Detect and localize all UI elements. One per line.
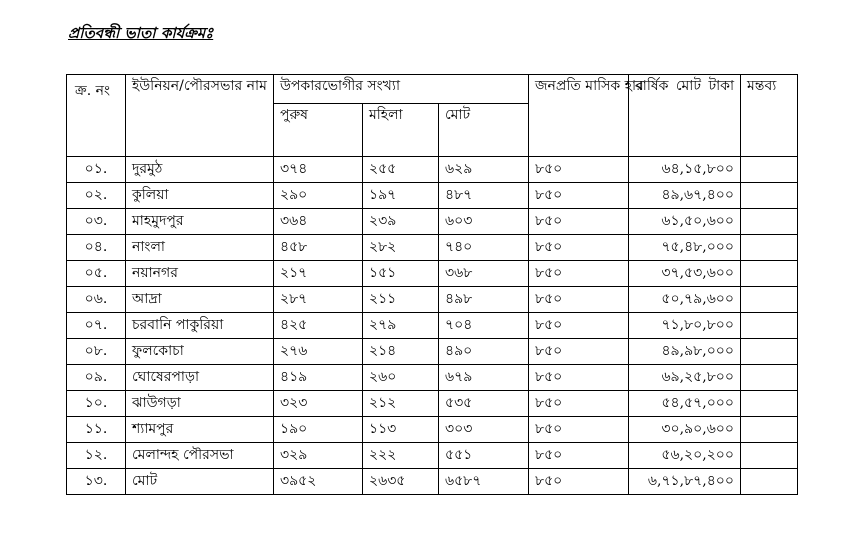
cell-female: ২১৪ — [363, 339, 439, 365]
cell-remarks — [741, 339, 798, 365]
table-body — [67, 75, 798, 495]
cell-union-name: চরবানি পাকুরিয়া — [126, 313, 274, 339]
cell-union-name: নাংলা — [126, 235, 274, 261]
table-row — [67, 365, 798, 391]
cell-serial: ০৪. — [67, 235, 126, 261]
cell-remarks — [741, 287, 798, 313]
cell-total: ৪৮৭ — [439, 183, 529, 209]
table-row — [67, 235, 798, 261]
cell-total: ৫৫১ — [439, 443, 529, 469]
cell-serial: ১১. — [67, 417, 126, 443]
cell-union-name: মোট — [126, 469, 274, 495]
cell-remarks — [741, 391, 798, 417]
cell-annual: ৩৭,৫৩,৬০০ — [629, 261, 741, 287]
cell-rate: ৮৫০ — [529, 365, 629, 391]
cell-total: ৩০৩ — [439, 417, 529, 443]
cell-female: ১৫১ — [363, 261, 439, 287]
cell-male: ৩২৯ — [274, 443, 363, 469]
cell-serial: ০৯. — [67, 365, 126, 391]
cell-rate: ৮৫০ — [529, 209, 629, 235]
allowance-table — [66, 74, 798, 495]
cell-union-name: শ্যামপুর — [126, 417, 274, 443]
cell-male: ৪২৫ — [274, 313, 363, 339]
cell-annual: ৫৪,৫৭,০০০ — [629, 391, 741, 417]
header-remarks: মন্তব্য — [741, 75, 798, 157]
cell-remarks — [741, 261, 798, 287]
cell-remarks — [741, 443, 798, 469]
cell-serial: ১২. — [67, 443, 126, 469]
cell-male: ২৯০ — [274, 183, 363, 209]
cell-female: ২৩৯ — [363, 209, 439, 235]
cell-remarks — [741, 209, 798, 235]
cell-female: ২২২ — [363, 443, 439, 469]
cell-serial: ০৭. — [67, 313, 126, 339]
cell-remarks — [741, 157, 798, 183]
header-rate: জনপ্রতি মাসিক হার — [529, 75, 629, 157]
cell-annual: ৬৯,২৫,৮০০ — [629, 365, 741, 391]
header-female: মহিলা — [363, 104, 439, 157]
cell-union-name: নয়ানগর — [126, 261, 274, 287]
cell-annual: ৫৬,২০,২০০ — [629, 443, 741, 469]
cell-union-name: ঝাউগড়া — [126, 391, 274, 417]
table-row — [67, 157, 798, 183]
cell-serial: ০১. — [67, 157, 126, 183]
cell-total: ৭০৪ — [439, 313, 529, 339]
cell-male: ২৮৭ — [274, 287, 363, 313]
cell-male: ৩৬৪ — [274, 209, 363, 235]
cell-total: ৬৭৯ — [439, 365, 529, 391]
cell-union-name: ঘোষেরপাড়া — [126, 365, 274, 391]
cell-rate: ৮৫০ — [529, 287, 629, 313]
cell-rate: ৮৫০ — [529, 443, 629, 469]
cell-female: ২৭৯ — [363, 313, 439, 339]
cell-male: ৪৫৮ — [274, 235, 363, 261]
cell-total: ৪৯৮ — [439, 287, 529, 313]
cell-serial: ০৩. — [67, 209, 126, 235]
cell-annual: ৩০,৯০,৬০০ — [629, 417, 741, 443]
page-title: প্রতিবন্ধী ভাতা কার্যক্রমঃ — [68, 24, 214, 42]
cell-rate: ৮৫০ — [529, 469, 629, 495]
cell-male: ১৯০ — [274, 417, 363, 443]
header-serial: ক্র. নং — [67, 75, 126, 157]
header-total: মোট — [439, 104, 529, 157]
cell-annual: ৬,৭১,৮৭,৪০০ — [629, 469, 741, 495]
header-annual: বার্ষিক মোট টাকা — [629, 75, 741, 157]
cell-union-name: দুরমুঠ — [126, 157, 274, 183]
header-row — [67, 75, 798, 104]
cell-male: ৪১৯ — [274, 365, 363, 391]
table-row — [67, 391, 798, 417]
cell-total: ৩৬৮ — [439, 261, 529, 287]
header-beneficiary-group: উপকারভোগীর সংখ্যা — [274, 75, 529, 104]
cell-male: ২১৭ — [274, 261, 363, 287]
cell-female: ২৬৩৫ — [363, 469, 439, 495]
cell-annual: ৭৫,৪৮,০০০ — [629, 235, 741, 261]
table-row — [67, 287, 798, 313]
cell-male: ৩৭৪ — [274, 157, 363, 183]
cell-annual: ৫০,৭৯,৬০০ — [629, 287, 741, 313]
cell-rate: ৮৫০ — [529, 261, 629, 287]
cell-union-name: কুলিয়া — [126, 183, 274, 209]
cell-annual: ৪৯,৯৮,০০০ — [629, 339, 741, 365]
cell-male: ৩২৩ — [274, 391, 363, 417]
cell-serial: ১০. — [67, 391, 126, 417]
cell-serial: ০৫. — [67, 261, 126, 287]
cell-rate: ৮৫০ — [529, 339, 629, 365]
table-row — [67, 339, 798, 365]
cell-annual: ৬১,৫০,৬০০ — [629, 209, 741, 235]
cell-rate: ৮৫০ — [529, 157, 629, 183]
cell-remarks — [741, 183, 798, 209]
cell-remarks — [741, 417, 798, 443]
cell-rate: ৮৫০ — [529, 391, 629, 417]
table-row — [67, 209, 798, 235]
table-row — [67, 313, 798, 339]
cell-female: ২৬০ — [363, 365, 439, 391]
table-row — [67, 417, 798, 443]
cell-total: ৬২৯ — [439, 157, 529, 183]
cell-union-name: ফুলকোচা — [126, 339, 274, 365]
header-male: পুরুষ — [274, 104, 363, 157]
cell-rate: ৮৫০ — [529, 183, 629, 209]
cell-annual: ৭১,৮০,৮০০ — [629, 313, 741, 339]
cell-female: ২১১ — [363, 287, 439, 313]
cell-male: ২৭৬ — [274, 339, 363, 365]
cell-female: ২৫৫ — [363, 157, 439, 183]
table-row — [67, 469, 798, 495]
cell-serial: ০২. — [67, 183, 126, 209]
cell-rate: ৮৫০ — [529, 235, 629, 261]
table-row — [67, 443, 798, 469]
cell-female: ১৯৭ — [363, 183, 439, 209]
table-row — [67, 183, 798, 209]
cell-male: ৩৯৫২ — [274, 469, 363, 495]
cell-remarks — [741, 469, 798, 495]
cell-serial: ০৬. — [67, 287, 126, 313]
cell-remarks — [741, 313, 798, 339]
cell-total: ৬০৩ — [439, 209, 529, 235]
cell-serial: ১৩. — [67, 469, 126, 495]
cell-serial: ০৮. — [67, 339, 126, 365]
cell-total: ৪৯০ — [439, 339, 529, 365]
cell-union-name: মেলান্দহ পৌরসভা — [126, 443, 274, 469]
cell-female: ২৮২ — [363, 235, 439, 261]
cell-rate: ৮৫০ — [529, 417, 629, 443]
table-row — [67, 261, 798, 287]
cell-total: ৭৪০ — [439, 235, 529, 261]
cell-female: ২১২ — [363, 391, 439, 417]
cell-annual: ৬৪,১৫,৮০০ — [629, 157, 741, 183]
cell-union-name: মাহমুদপুর — [126, 209, 274, 235]
cell-total: ৫৩৫ — [439, 391, 529, 417]
cell-female: ১১৩ — [363, 417, 439, 443]
cell-remarks — [741, 365, 798, 391]
cell-union-name: আদ্রা — [126, 287, 274, 313]
cell-annual: ৪৯,৬৭,৪০০ — [629, 183, 741, 209]
cell-remarks — [741, 235, 798, 261]
cell-rate: ৮৫০ — [529, 313, 629, 339]
cell-total: ৬৫৮৭ — [439, 469, 529, 495]
header-union: ইউনিয়ন/পৌরসভার নাম — [126, 75, 274, 157]
